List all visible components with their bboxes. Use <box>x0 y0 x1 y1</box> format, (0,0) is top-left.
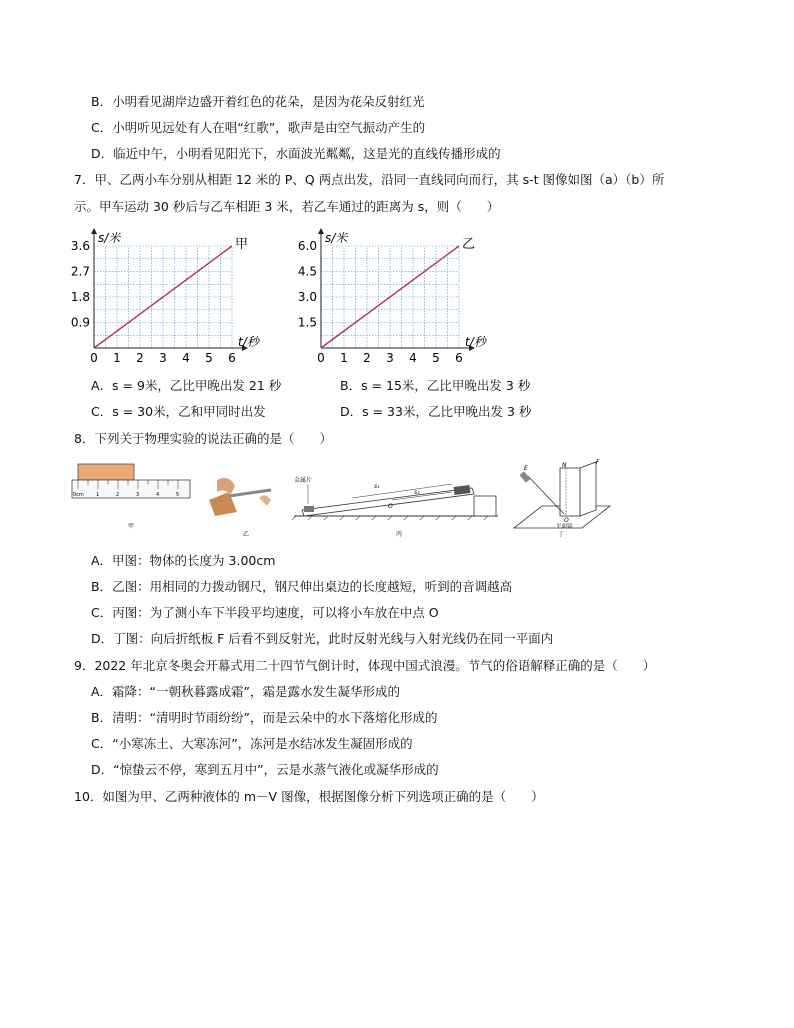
s2-label: s₂ <box>414 489 420 496</box>
steel-ruler <box>229 490 271 496</box>
x-tick-label: 4 <box>409 351 417 365</box>
point-n-label: N <box>562 462 567 469</box>
x-tick-label: 1 <box>113 351 121 365</box>
y-tick-label: 3.6 <box>70 239 90 253</box>
ruler-tick-4: 4 <box>156 492 160 498</box>
y-tick-label: 0.9 <box>70 315 90 330</box>
q7-stem-line2: 示。甲车运动 30 秒后与乙车相距 3 米，若乙车通过的距离为 s，则（ ） <box>74 199 500 214</box>
y-tick-label: 2.7 <box>70 264 90 279</box>
mirror-label: 平面镜 <box>556 524 573 530</box>
fig-label-jia: 甲 <box>128 523 135 530</box>
chart-yi <box>295 222 505 372</box>
measured-object <box>78 464 134 480</box>
mirror-figure <box>512 458 612 538</box>
q7-option-d: D．s = 33米，乙比甲晚出发 3 秒 <box>340 404 532 419</box>
x-tick-label: 0 <box>317 351 325 365</box>
x-tick-label: 5 <box>432 351 440 365</box>
x-tick-label: 3 <box>386 351 394 365</box>
q9-stem: 9．2022 年北京冬奥会开幕式用二十四节气倒计时，体现中国式浪漫。节气的俗语解释正确的是（ ） <box>74 658 656 673</box>
x-tick-label: 5 <box>205 351 213 365</box>
q8-option-d: D．丁图：向后折纸板 F 后看不到反射光，此时反射光线与入射光线仍在同一平面内 <box>91 631 554 646</box>
fig-label-ding: 丁 <box>558 531 565 538</box>
y-tick-label: 1.8 <box>70 290 90 304</box>
ruler-tick-0: 0cm <box>73 492 84 498</box>
q8-option-c: C．丙图：为了测小车下半段平均速度，可以将小车放在中点 O <box>91 605 439 620</box>
s1-label: s₁ <box>374 483 380 490</box>
series-label: 乙 <box>462 237 476 252</box>
x-tick-label: 2 <box>136 351 144 365</box>
chart-jia <box>68 222 278 372</box>
y-tick-label: 4.5 <box>297 264 317 279</box>
ruler-tick-2: 2 <box>116 492 120 498</box>
metal-plate <box>304 506 314 512</box>
x-axis-label: t/秒 <box>238 335 259 349</box>
ruler <box>72 480 190 498</box>
q7-stem-line1: 7．甲、乙两小车分别从相距 12 米的 P、Q 两点出发，沿同一直线同向而行，其 s-t 图像如图（a）（b）所 <box>74 172 665 187</box>
q9-option-a: A．霜降：“一朝秋暮露成霜”，霜是露水发生凝华形成的 <box>91 684 401 699</box>
incline-board <box>302 488 474 516</box>
q6-option-d: D．临近中午，小明看见阳光下，水面波光粼粼，这是光的直线传播形成的 <box>91 146 501 161</box>
steel-ruler-figure <box>207 470 277 537</box>
y-axis-arrow <box>91 228 97 234</box>
x-tick-label: 3 <box>159 351 167 365</box>
hand-right <box>259 495 271 506</box>
x-tick-label: 0 <box>90 351 98 365</box>
ruler-tick-1: 1 <box>96 492 100 498</box>
q7-option-b: B．s = 15米，乙比甲晚出发 3 秒 <box>340 378 531 393</box>
y-tick-label: 1.5 <box>297 315 317 330</box>
fig-label-yi: 乙 <box>243 531 250 537</box>
laser-pen <box>519 471 530 483</box>
y-tick-label: 3.0 <box>297 290 317 304</box>
fig-label-bing: 丙 <box>396 531 403 537</box>
ruler-tick-3: 3 <box>136 492 140 498</box>
metal-label: 金属片 <box>294 477 313 484</box>
x-tick-label: 6 <box>455 351 463 365</box>
y-tick-label: 6.0 <box>297 239 317 253</box>
point-o2-label: O <box>564 517 569 524</box>
q8-stem: 8．下列关于物理实验的说法正确的是（ ） <box>74 431 332 446</box>
q9-option-b: B．清明：“清明时节雨纷纷”，而是云朵中的水下落熔化形成的 <box>91 710 438 725</box>
q7-option-a: A．s = 9米，乙比甲晚出发 21 秒 <box>91 378 282 393</box>
x-tick-label: 2 <box>363 351 371 365</box>
x-tick-label: 4 <box>182 351 190 365</box>
y-axis-arrow <box>318 228 324 234</box>
board-f <box>580 462 596 516</box>
point-o-label: O <box>388 503 393 510</box>
q10-stem: 10．如图为甲、乙两种液体的 m－V 图像，根据图像分析下列选项正确的是（ ） <box>74 789 544 804</box>
ruler-figure <box>70 462 195 537</box>
series-label: 甲 <box>235 237 249 252</box>
incline-figure <box>292 470 502 537</box>
point-f-label: F <box>596 459 600 466</box>
x-axis-label: t/秒 <box>465 335 486 349</box>
support-block <box>474 496 496 516</box>
q6-option-c: C．小明听见远处有人在唱“红歌”，歌声是由空气振动产生的 <box>91 120 426 135</box>
q7-option-c: C．s = 30米，乙和甲同时出发 <box>91 404 266 419</box>
point-e-label: E <box>524 465 528 472</box>
y-axis-label: s/米 <box>98 231 121 245</box>
q6-option-b: B．小明看见湖岸边盛开着红色的花朵，是因为花朵反射红光 <box>91 94 425 109</box>
ruler-tick-5: 5 <box>176 492 180 498</box>
board-e <box>560 468 580 516</box>
y-axis-label: s/米 <box>325 231 348 245</box>
q8-option-b: B．乙图：用相同的力拨动钢尺，钢尺伸出桌边的长度越短，听到的音调越高 <box>91 579 513 594</box>
hand-left <box>217 478 235 494</box>
x-tick-label: 1 <box>340 351 348 365</box>
q9-option-c: C．“小寒冻土、大寒冻河”，冻河是水结冰发生凝固形成的 <box>91 736 413 751</box>
q8-option-a: A．甲图：物体的长度为 3.00cm <box>91 553 276 568</box>
q9-option-d: D．“惊蛰云不停，寒到五月中”，云是水蒸气液化或凝华形成的 <box>91 762 439 777</box>
x-tick-label: 6 <box>228 351 236 365</box>
